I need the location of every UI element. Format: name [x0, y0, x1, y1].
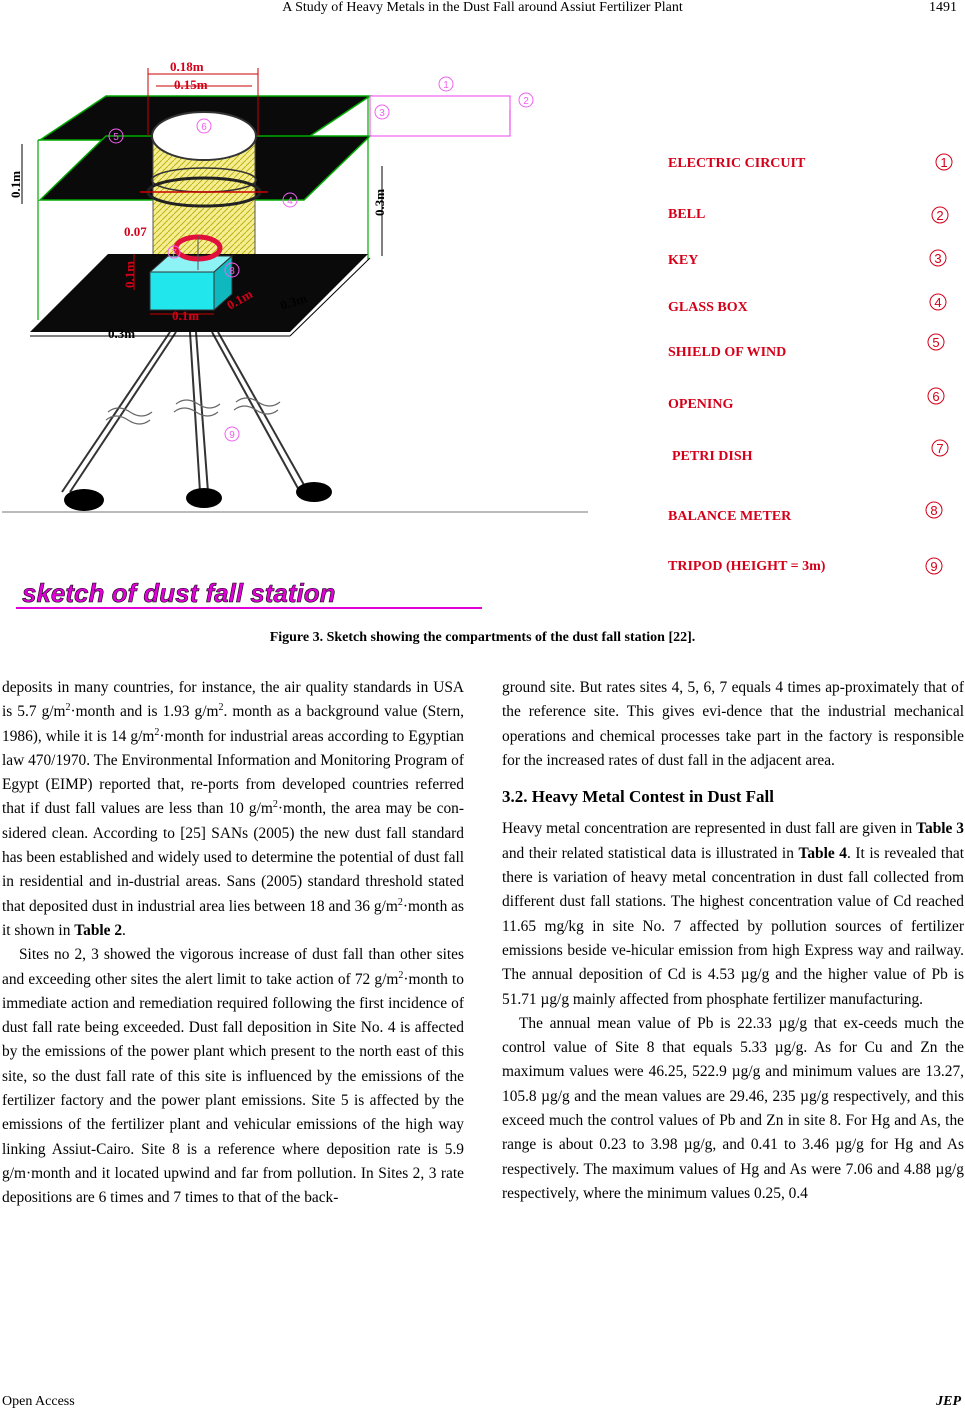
marker-1: 1: [443, 80, 449, 91]
electric-circuit: [370, 96, 510, 136]
right-column: [502, 676, 964, 1206]
dim-height: 0.3m: [372, 188, 387, 216]
running-head: [0, 0, 965, 22]
left-paragraph-1: deposits in many countries, for instance, the air quality standards in USA is 5.7 $g/m^2\cdot month$ and is 1.93 $g/m^2$. month as a background value (Stern, 1986), while it is 14 $g/m^2\cdot month$ for industrial areas according to Egyptian law 470/1970. The Environmental Information and Monitoring Program of Egypt (EIMP) reported that, re-ports from developed countries referred that if dust fall values are less than 10 $g/m^2\cdot month$, the area may be con-sidered clean. According to [25] SANs (2005) the new dust fall standard has been established and widely used to determine the potential of dust fall in residential and in-dustrial areas. Sans (2005) standard threshold stated that deposited dust in industrial area lies between 18 and 36 $g/m^2\cdot month$ as it shown in Table 2.: [2, 679, 464, 939]
dim-box-depth: 0.1m: [224, 286, 255, 313]
sketch-banner: sketch of dust fall station: [22, 578, 336, 608]
dim-base-width: 0.3m: [108, 326, 136, 341]
tripod: [62, 332, 308, 492]
right-paragraph-3: The annual mean value of Pb is 22.33 µg/g that ex-ceeds much the control value of Site 8 that equals 5.33 µg/g. As for Cu and Zn the maximum values were 46.25, 522.9 µg/g and minimum values are 13.27, 105.8 µg/g and the mean values are 29.46, 235 µg/g respectively, and this exceed much the control values of Pb and Zn in site 8. For Hg and As, the range is about 0.23 to 3.98 µg/g, and 0.41 to 3.46 µg/g for Hg and As respectively. The maximum values of Hg and As were 7.06 and 4.88 µg/g respectively, where the minimum values 0.25, 0.4: [502, 1014, 964, 1202]
dim-left-height: 0.1m: [8, 170, 23, 198]
legend-label-6: OPENING: [668, 397, 734, 412]
page-number: 1491: [929, 0, 957, 15]
dim-base-depth: 0.3m: [278, 290, 309, 313]
legend-num-9: 9: [930, 559, 938, 574]
legend-label-9: TRIPOD (HEIGHT = 3m): [668, 559, 826, 574]
right-paragraph-1: ground site. But rates sites 4, 5, 6, 7 equals 4 times ap-proximately that of the reference site. This gives evi-dence that the industrial mechanical operations and chemical processes take part in the factory is responsible for the increased rates of dust fall in the adjacent area.: [502, 679, 964, 769]
dim-dish: 0.07: [124, 224, 147, 239]
legend-num-5: 5: [932, 335, 940, 350]
footer-journal: JEP: [936, 1394, 961, 1409]
left-paragraph-2: Sites no 2, 3 showed the vigorous increase of dust fall than other sites and exceeding other sites the alert limit to take action of 72 $g/m^2\cdot month$ to immediate action and remediation required following the first incidence of dust fall rate being exceeded. Dust fall deposition in Site No. 4 is affected by the emissions of the power plant which present to the north east of this site, so the dust fall rate of this site is influenced by the emissions of the fertilizer factory and the power plant emissions. Site 5 is affected by the emissions of the fertilizer plant and vehicular emissions of the high way linking Assiut-Cairo. Site 8 is a reference where deposition rate is 5.9 g/m·month and it located upwind and far from pollution. In Sites 2, 3 rate depositions are 6 times and 7 times to that of the back-: [2, 946, 465, 1207]
tripod-break-marks: [106, 398, 280, 424]
legend-num-1: 1: [940, 155, 948, 170]
dust-fall-station-figure: [0, 40, 965, 620]
legend: [668, 154, 952, 574]
section-heading: 3.2. Heavy Metal Contest in Dust Fall: [502, 787, 774, 807]
station-sketch: [0, 40, 965, 620]
legend-label-5: SHIELD OF WIND: [668, 345, 787, 360]
marker-7: 7: [171, 248, 177, 259]
marker-2: 2: [523, 96, 529, 107]
legend-num-7: 7: [936, 441, 944, 456]
dim-box-width: 0.1m: [172, 308, 200, 323]
marker-6: 6: [201, 122, 207, 133]
tripod-feet: [64, 482, 332, 511]
footer: [0, 1394, 965, 1414]
marker-5: 5: [113, 132, 119, 143]
marker-3: 3: [379, 108, 385, 119]
right-paragraph-2: Heavy metal concentration are represented in dust fall are given in Table 3 and their related statistical data is illustrated in Table 4. It is revealed that there is variation of heavy metal concentration in dust fall collected from different dust fall stations. The highest concentration value of Cd reached 11.65 mg/kg in site No. 7 affected by pollution sources of fertilizer emissions beside ve-hicular emission from high Express way and railway. The annual deposition of Cd is 4.53 µg/g and the higher value of Pb is 51.71 µg/g mainly affected from phosphate fertilizer manufacturing.: [502, 820, 964, 1008]
legend-label-8: BALANCE METER: [668, 509, 792, 524]
dim-top-outer: 0.18m: [170, 59, 204, 74]
legend-label-1: ELECTRIC CIRCUIT: [668, 156, 806, 171]
legend-label-3: KEY: [668, 253, 699, 268]
legend-label-2: BELL: [668, 207, 706, 222]
marker-4: 4: [287, 196, 293, 207]
figure-caption: Figure 3. Sketch showing the compartments of the dust fall station [22].: [269, 630, 696, 645]
left-column: [2, 676, 464, 1211]
dim-box-height: 0.1m: [122, 260, 137, 288]
marker-9: 9: [229, 430, 235, 441]
legend-num-4: 4: [934, 295, 942, 310]
running-title: A Study of Heavy Metals in the Dust Fall around Assiut Fertilizer Plant: [282, 0, 683, 15]
legend-label-7: PETRI DISH: [672, 449, 753, 464]
footer-open-access: Open Access: [2, 1394, 75, 1409]
legend-num-8: 8: [930, 503, 938, 518]
legend-num-6: 6: [932, 389, 940, 404]
balance-meter-box: [150, 256, 232, 310]
legend-label-4: GLASS BOX: [668, 300, 748, 315]
dim-top-inner: 0.15m: [174, 77, 208, 92]
legend-num-3: 3: [934, 251, 942, 266]
marker-8: 8: [229, 266, 235, 277]
legend-num-2: 2: [936, 208, 944, 223]
